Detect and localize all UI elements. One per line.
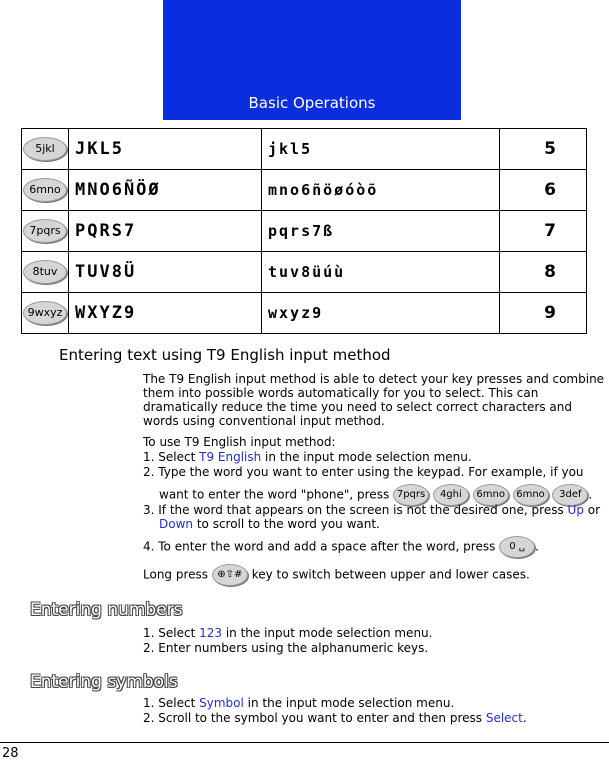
key-0-space-icon: 0 ␣ [499,536,535,558]
symbols-heading: Entering symbols [30,672,178,692]
table-row [22,293,587,334]
table-row [22,211,587,252]
t9-step-3: 3. If the word that appears on the screen is not the desired one, press Up or [143,503,601,517]
header-title: Basic Operations [248,94,376,112]
t9-section-title: Entering text using T9 English input method [59,346,391,364]
t9-to-use: To use T9 English input method: [143,435,336,449]
footer-divider [0,742,609,743]
t9-step-4: 4. To enter the word and add a space after the word, press 0 ␣ . [143,536,539,558]
t9-step-2-cont: want to enter the word "phone", press 7pqrs 4ghi 6mno 6mno 3def . [159,484,592,506]
numbers-step-2: 2. Enter numbers using the alphanumeric keys. [143,641,429,655]
lowercase-cell: jkl5 [262,129,500,170]
key-4-icon: 4ghi [433,484,469,506]
table-row [22,129,587,170]
table-row [22,170,587,211]
symbol-link: Symbol [199,696,244,710]
uppercase-cell: WXYZ9 [69,293,262,334]
key-7-icon: 7pqrs [393,484,429,506]
t9-english-link: T9 English [199,450,262,464]
key-7-icon: 7pqrs [23,219,67,243]
table-row [22,252,587,293]
key-6-icon: 6mno [473,484,509,506]
key-6-icon: 6mno [513,484,549,506]
uppercase-cell: TUV8Ü [69,252,262,293]
numbers-step-1: 1. Select 123 in the input mode selection menu. [143,626,433,640]
lowercase-cell: tuv8üúù [262,252,500,293]
key-hash-icon: ⊕⇧# [212,564,248,586]
t9-step-3-cont: Down to scroll to the word you want. [159,517,380,531]
key-3-icon: 3def [552,484,588,506]
select-link: Select [485,711,523,725]
lowercase-cell: wxyz9 [262,293,500,334]
key-9-icon: 9wxyz [23,301,67,325]
t9-step-1: 1. Select T9 English in the input mode selection menu. [143,450,472,464]
key-5-icon: 5jkl [23,137,67,161]
uppercase-cell: MNO6ÑÖØ [69,170,262,211]
t9-long-press: Long press ⊕⇧# key to switch between upper and lower cases. [143,564,530,586]
lowercase-cell: pqrs7ß [262,211,500,252]
symbols-step-1: 1. Select Symbol in the input mode selection menu. [143,696,455,710]
up-link: Up [567,503,584,517]
uppercase-cell: PQRS7 [69,211,262,252]
digit-cell: 7 [500,211,587,252]
t9-intro: The T9 English input method is able to detect your key presses and combine them into possible words automatically for you to select. This can dramatically reduce the time you need to select correct characters and words using conventional input method. [143,372,605,428]
digit-cell: 8 [500,252,587,293]
key-6-icon: 6mno [23,178,67,202]
down-link: Down [159,517,194,531]
symbols-step-2: 2. Scroll to the symbol you want to enter and then press Select. [143,711,527,725]
digit-cell: 6 [500,170,587,211]
key-8-icon: 8tuv [23,260,67,284]
numbers-heading: Entering numbers [30,600,183,620]
t9-step-2: 2. Type the word you want to enter using the keypad. For example, if you [143,465,584,479]
page-number: 28 [2,746,19,761]
digit-cell: 9 [500,293,587,334]
numbers-123-link: 123 [199,626,223,640]
header-banner [163,0,461,120]
uppercase-cell: JKL5 [69,129,262,170]
digit-cell: 5 [500,129,587,170]
character-table [21,128,587,334]
lowercase-cell: mno6ñöøóòõ [262,170,500,211]
